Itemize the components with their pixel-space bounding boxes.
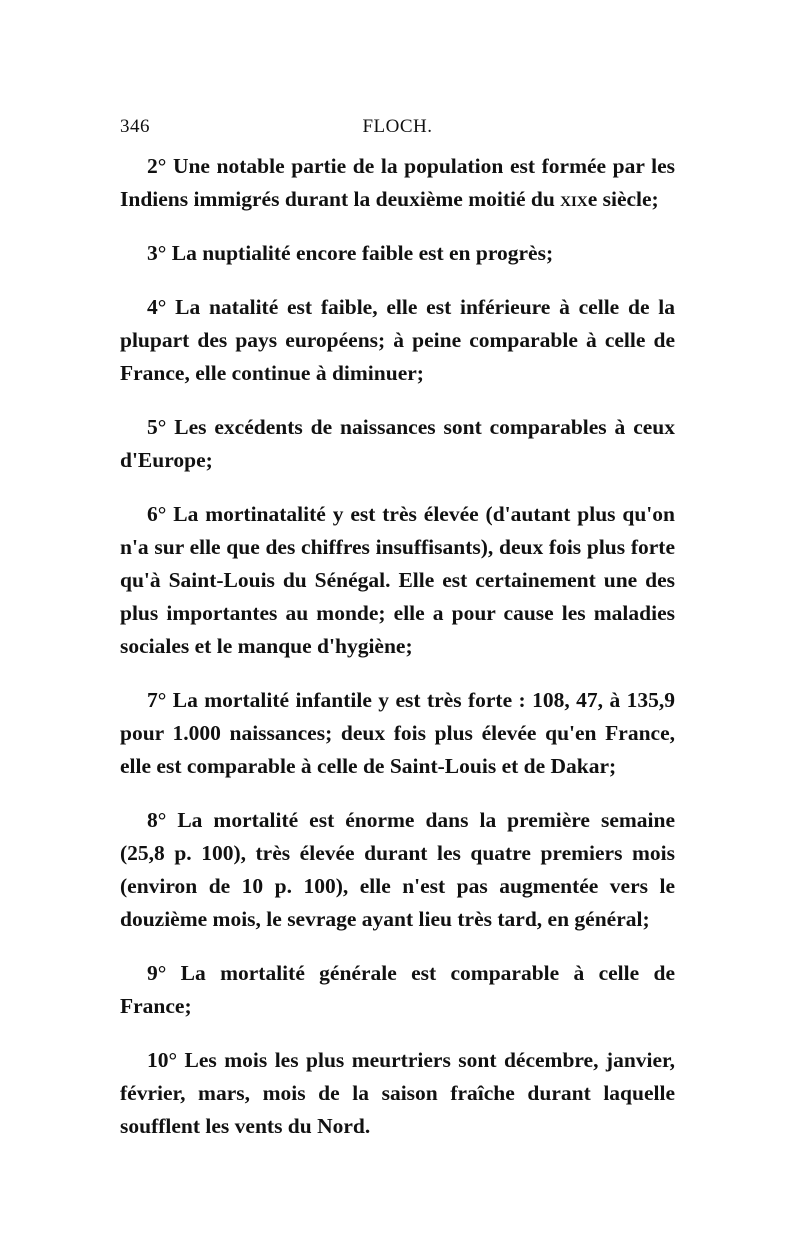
paragraph-5: 5° Les excédents de naissances sont comparables à ceux d'Europe;	[120, 415, 675, 472]
paragraph-8: 8° La mortalité est énorme dans la première semaine (25,8 p. 100), très élevée durant les quatre premiers mois (environ de 10 p. 100), elle n'est pas augmentée vers le douzième mois, le sevrage ayant lieu très tard, en général;	[120, 808, 675, 931]
century-numeral: xix	[560, 187, 588, 211]
paragraph-6: 6° La mortinatalité y est très élevée (d'autant plus qu'on n'a sur elle que des chiffres insuffisants), deux fois plus forte qu'à Saint-Louis du Sénégal. Elle est certainement une des plus importantes au monde; elle a pour cause les maladies sociales et le manque d'hygiène;	[120, 502, 675, 658]
paragraph-3: 3° La nuptialité encore faible est en progrès;	[147, 241, 554, 265]
paragraph-2	[120, 150, 675, 216]
paragraph-10: 10° Les mois les plus meurtriers sont décembre, janvier, février, mars, mois de la saison fraîche durant laquelle soufflent les vents du Nord.	[120, 1048, 675, 1138]
page-number: 346	[120, 116, 150, 137]
running-head	[120, 116, 675, 142]
paragraph-7: 7° La mortalité infantile y est très forte : 108, 47, à 135,9 pour 1.000 naissances; deux fois plus élevée qu'en France, elle est comparable à celle de Saint-Louis et de Dakar;	[120, 688, 675, 778]
paragraph-9: 9° La mortalité générale est comparable à celle de France;	[120, 961, 675, 1018]
paragraph-2-tail: e siècle;	[587, 187, 659, 211]
paragraph-2-text: 2° Une notable partie de la population est formée par les Indiens immigrés durant la deuxième moitié du	[120, 154, 675, 211]
paragraph-4: 4° La natalité est faible, elle est inférieure à celle de la plupart des pays européens; à peine comparable à celle de France, elle continue à diminuer;	[120, 295, 675, 385]
running-title: FLOCH.	[362, 116, 433, 137]
body-text	[120, 150, 675, 1164]
